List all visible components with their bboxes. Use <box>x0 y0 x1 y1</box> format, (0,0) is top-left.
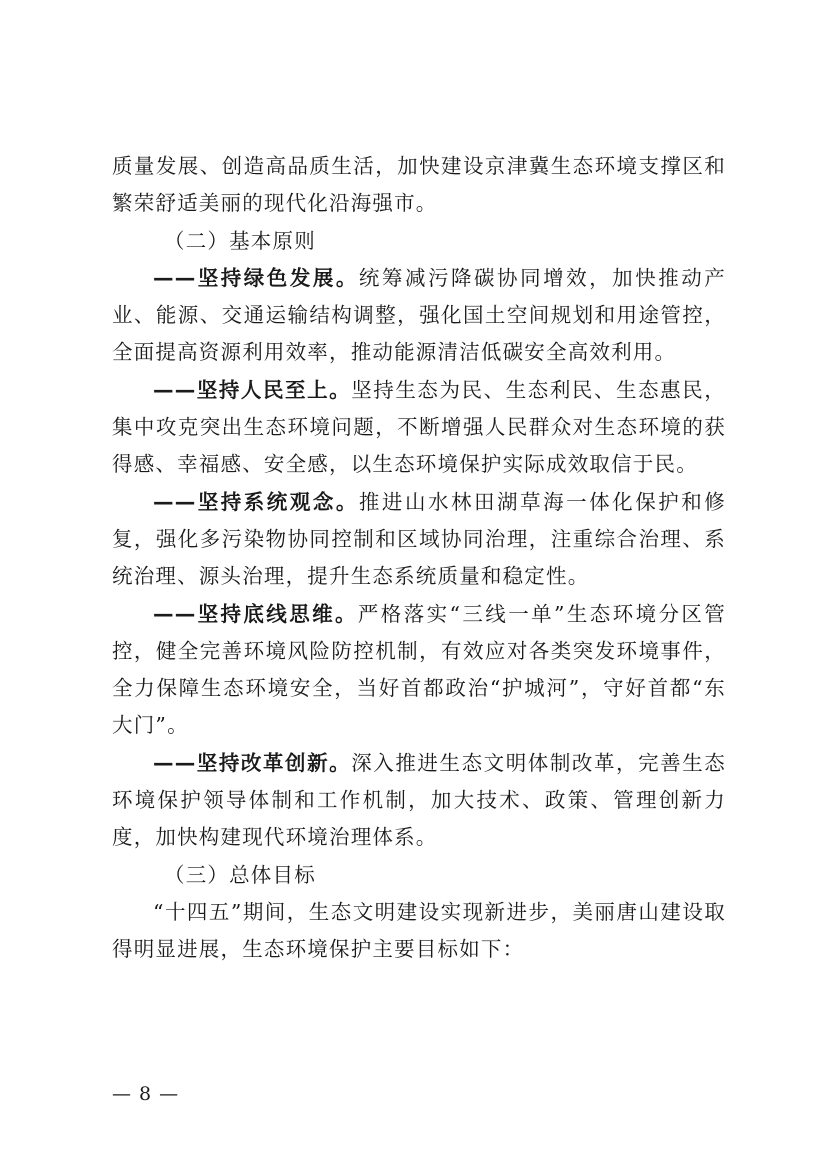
principle-systems-concept <box>112 484 726 596</box>
principle-text: 严格落实“三线一单”生态环境分区管控，健全完善环境风险防控机制，有效应对各类突发环境事件，全力保障生态环境安全，当好首都政治“护城河”，守好首都“东大门”。 <box>112 601 726 738</box>
principle-text: 深入推进生态文明体制改革，完善生态环境保护领导体制和工作机制，加大技术、政策、管理创新力度，加快构建现代环境治理体系。 <box>112 750 726 850</box>
principle-lead: ——坚持绿色发展。 <box>153 265 359 290</box>
principle-text: 推进山水林田湖草海一体化保护和修复，强化多污染物协同控制和区域协同治理，注重综合治理、系统治理、源头治理，提升生态系统质量和稳定性。 <box>112 489 726 589</box>
principle-text: 统筹减污降碳协同增效，加快推动产业、能源、交通运输结构调整，强化国土空间规划和用途管控，全面提高资源利用效率，推动能源清洁低碳安全高效利用。 <box>112 265 726 365</box>
principle-green-development <box>112 260 726 372</box>
principle-text: 坚持生态为民、生态利民、生态惠民，集中攻克突出生态环境问题，不断增强人民群众对生态环境的获得感、幸福感、安全感，以生态环境保护实际成效取信于民。 <box>112 377 726 477</box>
principle-lead: ——坚持底线思维。 <box>153 601 358 626</box>
paragraph-goals-intro: “十四五”期间，生态文明建设实现新进步，美丽唐山建设取得明显进展，生态环境保护主要目标如下： <box>112 899 726 962</box>
principle-lead: ——坚持系统观念。 <box>153 489 359 514</box>
document-body <box>112 148 726 969</box>
principle-lead: ——坚持改革创新。 <box>153 750 352 775</box>
section-heading-basic-principles: （二）基本原则 <box>164 228 316 253</box>
principle-lead: ——坚持人民至上。 <box>153 377 352 402</box>
principle-reform-innovation <box>112 745 726 857</box>
principle-people-first <box>112 372 726 484</box>
page-number: — 8 — <box>112 1083 180 1105</box>
section-heading-overall-goals: （三）总体目标 <box>164 862 316 887</box>
principle-bottom-line <box>112 596 726 745</box>
paragraph-continuation: 质量发展、创造高品质生活，加快建设京津冀生态环境支撑区和繁荣舒适美丽的现代化沿海强市。 <box>112 154 726 216</box>
